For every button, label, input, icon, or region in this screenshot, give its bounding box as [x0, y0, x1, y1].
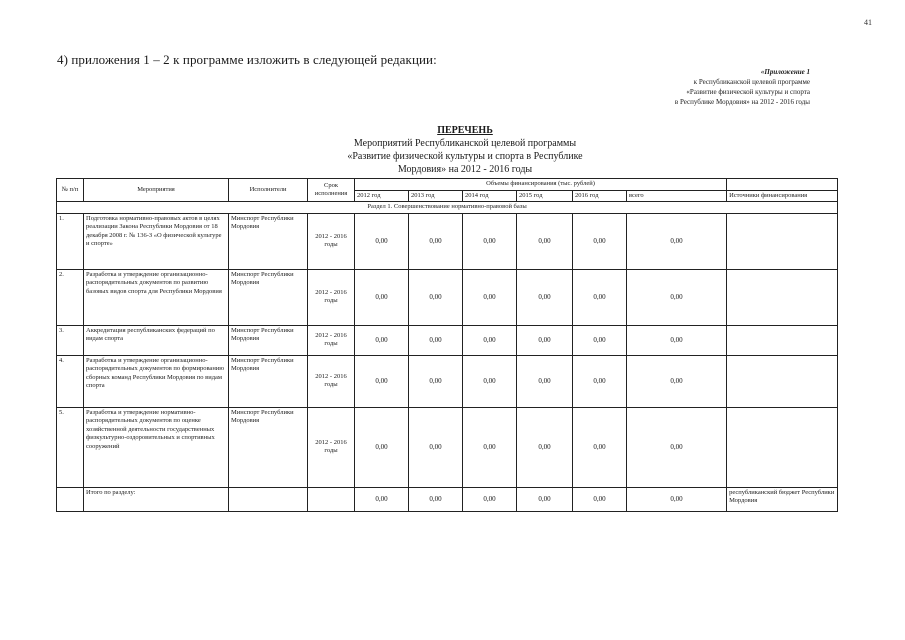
total-value: 0,00 — [573, 487, 627, 511]
header-year: 2016 год — [573, 190, 627, 202]
row-value: 0,00 — [573, 269, 627, 325]
header-funding: Объемы финансирования (тыс. рублей) — [355, 179, 727, 191]
row-executor: Минспорт Республики Мордовия — [229, 269, 308, 325]
row-value: 0,00 — [463, 325, 517, 355]
events-table — [56, 178, 838, 512]
row-source — [727, 213, 838, 269]
appendix-line: в Республике Мордовия» на 2012 - 2016 годы — [674, 98, 810, 106]
row-term: 2012 - 2016 годы — [308, 213, 355, 269]
row-value: 0,00 — [355, 407, 409, 487]
row-value: 0,00 — [517, 355, 573, 407]
row-term: 2012 - 2016 годы — [308, 407, 355, 487]
row-num: 4. — [57, 355, 84, 407]
appendix-title: «Приложение 1 — [760, 68, 810, 76]
row-value: 0,00 — [517, 213, 573, 269]
row-executor: Минспорт Республики Мордовия — [229, 407, 308, 487]
row-value: 0,00 — [409, 355, 463, 407]
total-executor-cell — [229, 487, 308, 511]
row-term: 2012 - 2016 годы — [308, 355, 355, 407]
row-value: 0,00 — [463, 269, 517, 325]
page-number: 41 — [864, 18, 872, 27]
row-value: 0,00 — [517, 325, 573, 355]
row-value: 0,00 — [409, 213, 463, 269]
appendix-line: к Республиканской целевой программе — [693, 78, 810, 86]
header-year: 2015 год — [517, 190, 573, 202]
row-source — [727, 407, 838, 487]
row-value: 0,00 — [627, 325, 727, 355]
header-num: № п/п — [57, 179, 84, 202]
row-value: 0,00 — [573, 325, 627, 355]
row-value: 0,00 — [627, 269, 727, 325]
table-row — [57, 213, 838, 269]
total-value: 0,00 — [627, 487, 727, 511]
row-value: 0,00 — [627, 407, 727, 487]
appendix-note — [610, 67, 810, 107]
row-num: 3. — [57, 325, 84, 355]
row-value: 0,00 — [573, 213, 627, 269]
row-value: 0,00 — [463, 213, 517, 269]
row-value: 0,00 — [517, 269, 573, 325]
row-value: 0,00 — [409, 269, 463, 325]
row-event: Подготовка нормативно-правовых актов в целях реализации Закона Республики Мордовия от 18 декабря 2008 г. № 136-З «О физической культуре и спорте» — [84, 213, 229, 269]
row-value: 0,00 — [627, 355, 727, 407]
row-value: 0,00 — [355, 269, 409, 325]
header-source: Источники финансирования — [727, 190, 838, 202]
table-row — [57, 355, 838, 407]
row-value: 0,00 — [409, 407, 463, 487]
appendix-line: «Развитие физической культуры и спорта — [686, 88, 810, 96]
total-value: 0,00 — [517, 487, 573, 511]
heading-line: Мордовия» на 2012 - 2016 годы — [397, 164, 533, 175]
header-source-top — [727, 179, 838, 191]
heading-title: ПЕРЕЧЕНЬ — [437, 125, 493, 136]
row-term: 2012 - 2016 годы — [308, 269, 355, 325]
row-value: 0,00 — [627, 213, 727, 269]
row-value: 0,00 — [573, 407, 627, 487]
header-term: Срок исполнения — [308, 179, 355, 202]
table-row — [57, 269, 838, 325]
header-year: 2013 год — [409, 190, 463, 202]
total-label: Итого по разделу: — [84, 487, 229, 511]
total-value: 0,00 — [463, 487, 517, 511]
row-term: 2012 - 2016 годы — [308, 325, 355, 355]
total-num-cell — [57, 487, 84, 511]
row-event: Аккредитация республиканских федераций по видам спорта — [84, 325, 229, 355]
total-term-cell — [308, 487, 355, 511]
document-heading — [300, 124, 630, 176]
row-value: 0,00 — [355, 325, 409, 355]
total-value: 0,00 — [409, 487, 463, 511]
row-event: Разработка и утверждение организационно-распорядительных документов по развитию базовых видов спорта для Республики Мордовия — [84, 269, 229, 325]
row-executor: Минспорт Республики Мордовия — [229, 325, 308, 355]
section-title: Раздел 1. Совершенствование нормативно-правовой базы — [57, 202, 838, 214]
row-value: 0,00 — [517, 407, 573, 487]
row-num: 1. — [57, 213, 84, 269]
heading-line: Мероприятий Республиканской целевой программы — [353, 138, 577, 149]
row-value: 0,00 — [463, 355, 517, 407]
row-source — [727, 325, 838, 355]
header-year: 2012 год — [355, 190, 409, 202]
heading-line: «Развитие физической культуры и спорта в Республике — [347, 151, 583, 162]
intro-text: 4) приложения 1 – 2 к программе изложить в следующей редакции: — [57, 52, 437, 67]
row-source — [727, 269, 838, 325]
row-event: Разработка и утверждение организационно-распорядительных документов по формированию сборных команд Республики Мордовия по видам спорта — [84, 355, 229, 407]
row-value: 0,00 — [355, 213, 409, 269]
row-event: Разработка и утверждение нормативно-распорядительных документов по оценке хозяйственной деятельности государственных физкультурно-оздоровительных и спортивных сооружений — [84, 407, 229, 487]
total-row — [57, 487, 838, 511]
row-value: 0,00 — [573, 355, 627, 407]
total-source: республиканский бюджет Республики Мордовия — [727, 487, 838, 511]
table-row — [57, 325, 838, 355]
header-year: 2014 год — [463, 190, 517, 202]
row-value: 0,00 — [355, 355, 409, 407]
row-num: 2. — [57, 269, 84, 325]
row-value: 0,00 — [463, 407, 517, 487]
section-row — [57, 202, 838, 214]
row-num: 5. — [57, 407, 84, 487]
header-executor: Исполнители — [229, 179, 308, 202]
header-total: всего — [627, 190, 727, 202]
row-source — [727, 355, 838, 407]
total-value: 0,00 — [355, 487, 409, 511]
header-row — [57, 179, 838, 191]
row-value: 0,00 — [409, 325, 463, 355]
header-event: Мероприятия — [84, 179, 229, 202]
table-rows — [57, 213, 838, 487]
row-executor: Минспорт Республики Мордовия — [229, 355, 308, 407]
table-row — [57, 407, 838, 487]
row-executor: Минспорт Республики Мордовия — [229, 213, 308, 269]
